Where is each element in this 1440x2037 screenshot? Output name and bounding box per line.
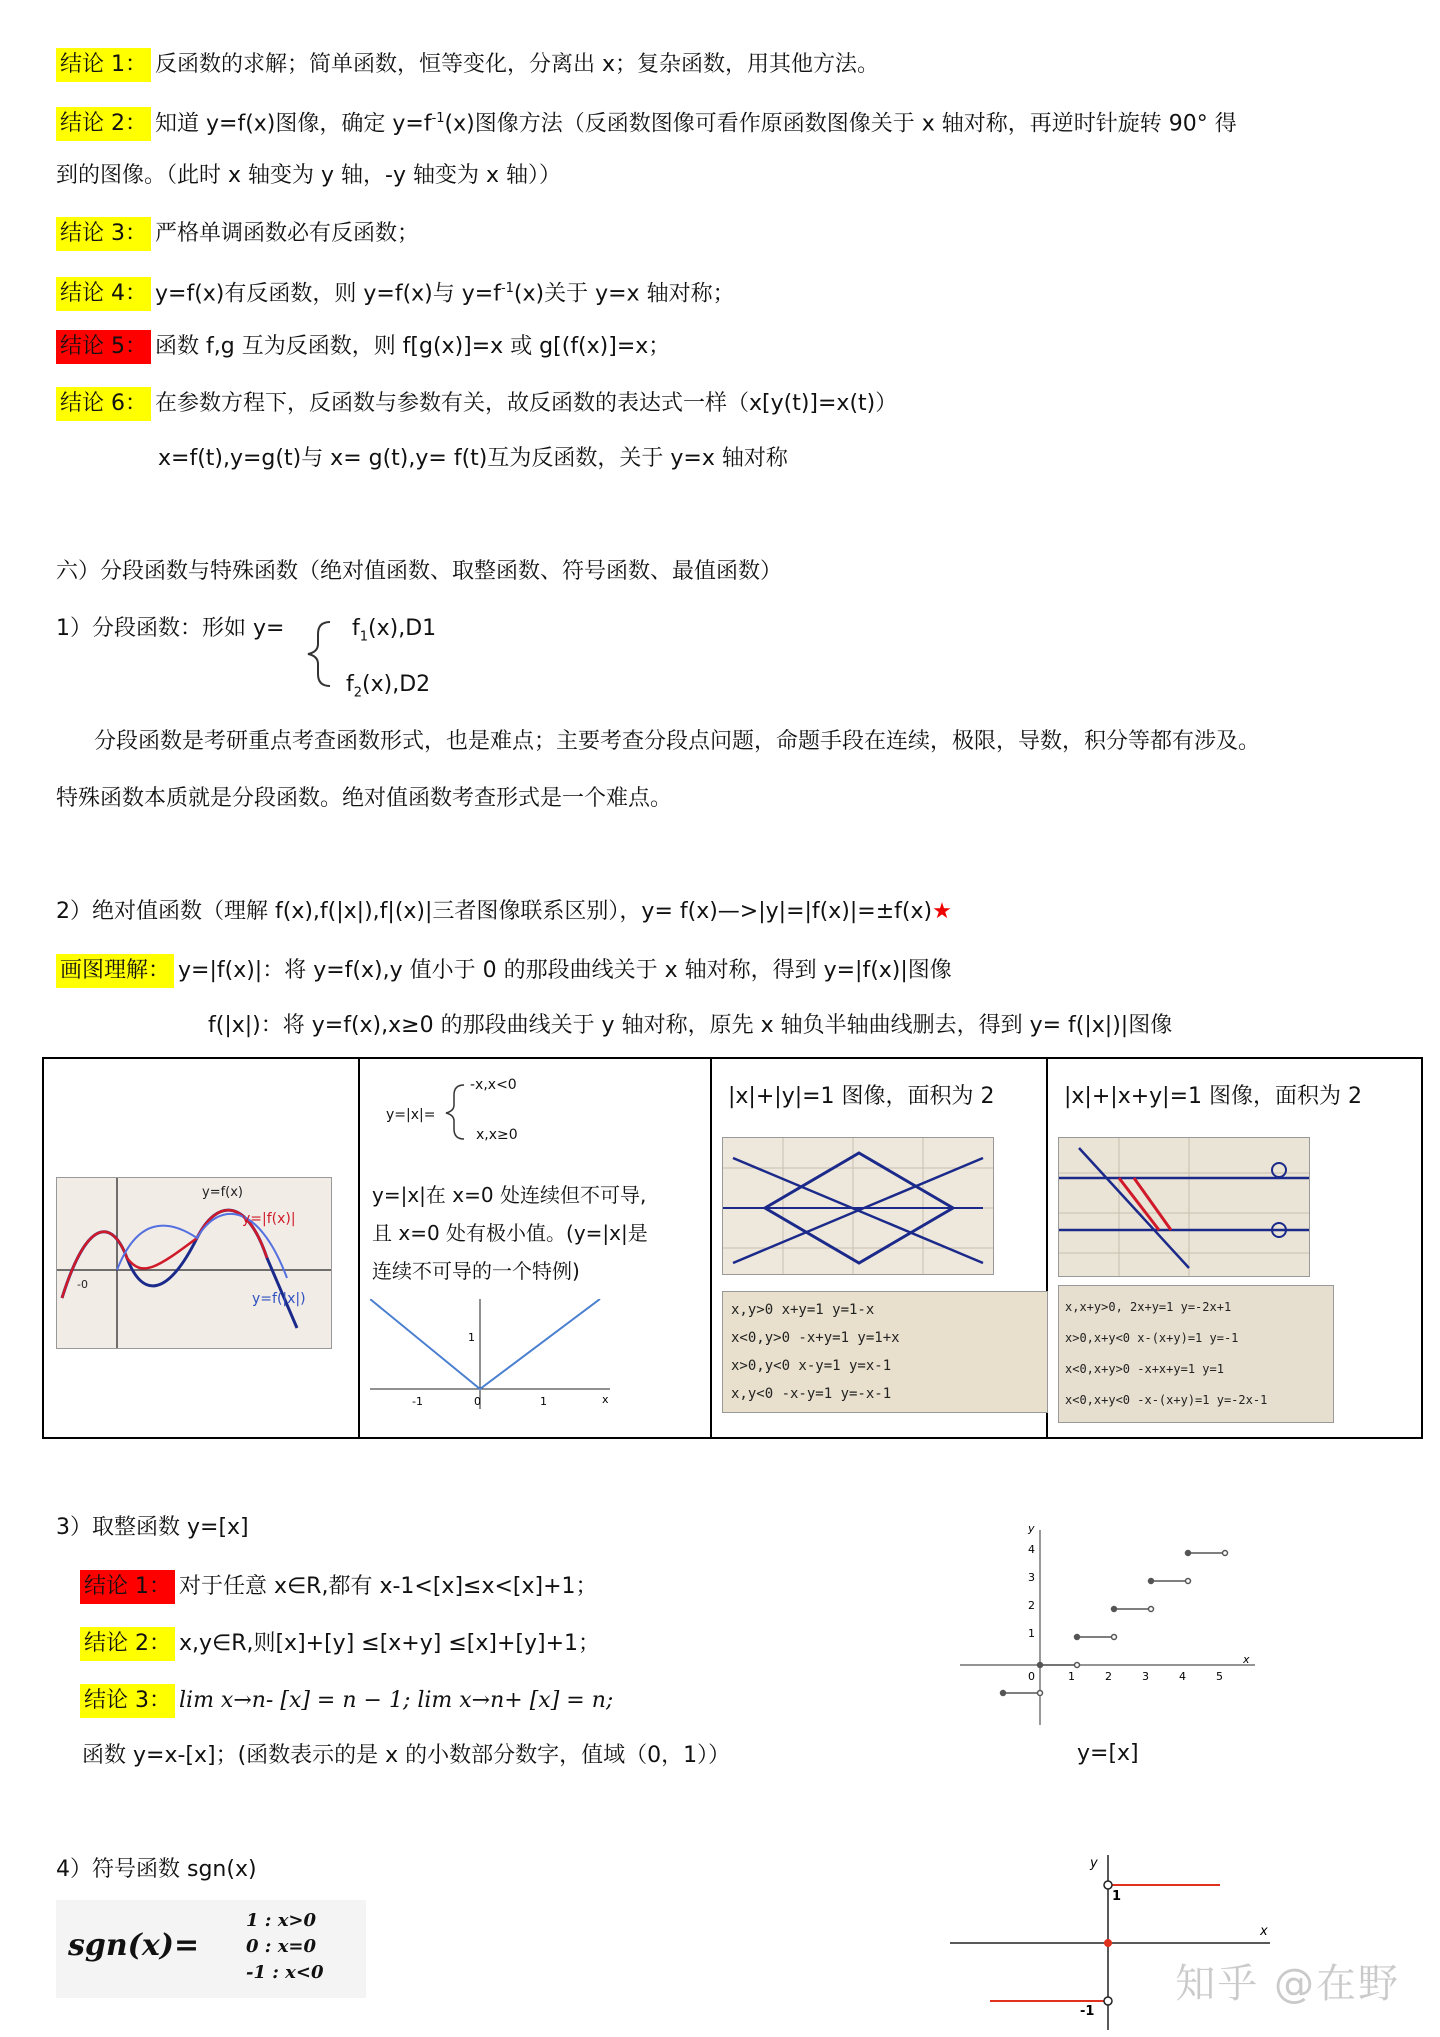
- abs-line1: 画图理解： y=|f(x)|：将 y=f(x),y 值小于 0 的那段曲线关于 x 轴对称，得到 y=|f(x)|图像: [56, 954, 1400, 988]
- conclusion-text: 严格单调函数必有反函数；: [155, 221, 420, 246]
- handdrawn-graph-photo: [722, 1137, 994, 1275]
- conclusion-text: 反函数的求解；简单函数，恒等变化，分离出 x；复杂函数，用其他方法。: [155, 52, 880, 77]
- conclusion-tag: 结论 2：: [80, 1627, 175, 1661]
- svg-text:0: 0: [1028, 1670, 1035, 1683]
- svg-text:1: 1: [1112, 1889, 1122, 1904]
- conclusion-2: [56, 104, 1400, 141]
- svg-text:-1: -1: [1080, 2004, 1095, 2019]
- floor-step-open-end: [1149, 1607, 1154, 1612]
- floor-step-closed-end: [1038, 1663, 1043, 1668]
- svg-text:x: x: [1243, 1653, 1250, 1666]
- piecewise-f2: $f_2(x),D2$: [346, 672, 431, 701]
- abs-graphs-table: [42, 1057, 1423, 1439]
- handdrawn-graph-photo: [56, 1177, 332, 1349]
- piecewise-para1: 分段函数是考研重点考查函数形式，也是难点；主要考查分段点问题，命题手段在连续，极限，导数，积分等都有涉及。: [94, 729, 1261, 754]
- brace-icon: [300, 614, 340, 694]
- label-f-absx: y=f(|x|): [252, 1291, 306, 1307]
- conclusion-tag: 结论 3：: [80, 1684, 175, 1718]
- cell-abs-x-plus-abs-xy: [1047, 1058, 1422, 1438]
- superscript: -1: [431, 111, 445, 126]
- abs-line2: f(|x|)：将 y=f(x),x≥0 的那段曲线关于 y 轴对称，原先 x 轴负半轴曲线删去，得到 y= f(|x|)|图像: [208, 1013, 1173, 1038]
- param-line: x=f(t),y=g(t)与 x= g(t),y= f(t)互为反函数，关于 y=x 轴对称: [158, 446, 788, 471]
- svg-text:y: y: [1090, 1856, 1098, 1871]
- section-heading: 六）分段函数与特殊函数（绝对值函数、取整函数、符号函数、最值函数）: [56, 559, 783, 584]
- abs-def-bottom: x,x≥0: [476, 1127, 518, 1143]
- floor-conclusion-3: 结论 3： lim x→n- [x] = n − 1; lim x→n+ [x] = n;: [80, 1684, 1400, 1718]
- floor-step-open-end: [1186, 1579, 1191, 1584]
- star-icon: ★: [932, 899, 952, 924]
- conclusion-text: 知道 y=f(x)图像，确定 y=f: [155, 111, 432, 137]
- svg-text:1: 1: [540, 1395, 547, 1408]
- conclusion-4: [56, 274, 1400, 311]
- abs-desc-line: 且 x=0 处有极小值。(y=|x|是: [372, 1221, 648, 1245]
- conclusion-text: 函数 f,g 互为反函数，则 f[g(x)]=x 或 g[(f(x)]=x；: [155, 334, 671, 359]
- cell-abs-x-plus-abs-y: [711, 1058, 1047, 1438]
- floor-step-closed-end: [1112, 1607, 1117, 1612]
- svg-text:x: x: [1260, 1924, 1268, 1939]
- svg-text:0: 0: [474, 1395, 481, 1408]
- svg-text:3: 3: [1028, 1571, 1035, 1584]
- conclusion-text: 在参数方程下，反函数与参数有关，故反函数的表达式一样（x[y(t)]=x(t)）: [155, 391, 898, 416]
- drawing-tag: 画图理解：: [56, 954, 174, 988]
- floor-step-closed-end: [1001, 1691, 1006, 1696]
- abs-def-left: y=|x|=: [386, 1107, 436, 1123]
- abs-x-graph: [370, 1299, 620, 1419]
- watermark: 知乎 @在野: [1175, 1961, 1400, 2007]
- label-neg-zero: -0: [77, 1278, 88, 1291]
- svg-text:1: 1: [468, 1331, 475, 1344]
- svg-text:5: 5: [1216, 1670, 1223, 1683]
- conclusion-tag: 结论 3：: [56, 217, 151, 251]
- conclusion-tag: 结论 5：: [56, 330, 151, 364]
- abs-heading: 2）绝对值函数（理解 f(x),f(|x|),f|(x)|三者图像联系区别），y= f(x)—>|y|=|f(x)|=±f(x)★: [56, 899, 952, 924]
- cell4-title: |x|+|x+y|=1 图像，面积为 2: [1064, 1084, 1362, 1109]
- label-fx: y=f(x): [202, 1185, 243, 1200]
- conclusion-tag: 结论 4：: [56, 277, 151, 311]
- floor-step-open-end: [1038, 1691, 1043, 1696]
- svg-text:2: 2: [1028, 1599, 1035, 1612]
- handwritten-notes-photo: x,y>0 x+y=1 y=1-x x<0,y>0 -x+y=1 y=1+x x>0,y<0 x-y=1 y=x-1 x,y<0 -x-y=1 y=-x-1: [722, 1291, 1048, 1413]
- cell-fx-sketch: [43, 1058, 359, 1438]
- conclusion-tag: 结论 2：: [56, 107, 151, 141]
- conclusion-text: (x)关于 y=x 轴对称；: [513, 281, 735, 307]
- brace-icon: [440, 1081, 470, 1141]
- conclusion-tag: 结论 1：: [56, 48, 151, 82]
- svg-text:y: y: [1028, 1522, 1035, 1535]
- piecewise-f1: $f_1(x),D1$: [352, 616, 437, 645]
- piecewise-label: 1）分段函数：形如 y=: [56, 616, 285, 641]
- conclusion-6: [56, 387, 1400, 421]
- svg-text:1: 1: [1028, 1627, 1035, 1640]
- svg-text:1: 1: [1068, 1670, 1075, 1683]
- floor-graph-caption: y=[x]: [1077, 1741, 1139, 1766]
- sgn-case: 0 : x=0: [246, 1936, 317, 1957]
- conclusion-3: [56, 217, 1400, 251]
- floor-heading: 3）取整函数 y=[x]: [56, 1515, 249, 1540]
- sgn-formula-image: [56, 1900, 366, 1998]
- floor-conclusion-1: 结论 1： 对于任意 x∈R,都有 x-1<[x]≤x<[x]+1；: [80, 1570, 1400, 1604]
- floor-note: 函数 y=x-[x]；(函数表示的是 x 的小数部分数字，值域（0，1））: [82, 1743, 731, 1768]
- conclusion-5: [56, 330, 1400, 364]
- conclusion-1: [56, 48, 1400, 82]
- floor-step-open-end: [1075, 1663, 1080, 1668]
- handwritten-notes-photo: x,x+y>0, 2x+y=1 y=-2x+1 x>0,x+y<0 x-(x+y)=1 y=-1 x<0,x+y>0 -x+x+y=1 y=1 x<0,x+y<0 -x-(x+y)=1 y=-2x-1: [1058, 1285, 1334, 1423]
- sgn-heading: 4）符号函数 sgn(x): [56, 1857, 257, 1882]
- svg-text:4: 4: [1028, 1543, 1035, 1556]
- floor-step-closed-end: [1149, 1579, 1154, 1584]
- abs-desc-line: 连续不可导的一个特例): [372, 1259, 580, 1283]
- cell-abs-x: [359, 1058, 711, 1438]
- floor-conclusion-2: 结论 2： x,y∈R,则[x]+[y] ≤[x+y] ≤[x]+[y]+1；: [80, 1627, 1400, 1661]
- cell3-title: |x|+|y|=1 图像，面积为 2: [728, 1084, 995, 1109]
- conclusion-text: y=f(x)有反函数，则 y=f(x)与 y=f: [155, 281, 501, 307]
- svg-text:4: 4: [1179, 1670, 1186, 1683]
- sgn-formula-left: sgn(x)=: [68, 1928, 200, 1963]
- conclusion-2-continued: 到的图像。（此时 x 轴变为 y 轴，-y 轴变为 x 轴））: [56, 163, 561, 188]
- floor-graph: [950, 1520, 1270, 1730]
- svg-text:-1: -1: [412, 1395, 423, 1408]
- piecewise-para2: 特殊函数本质就是分段函数。绝对值函数考查形式是一个难点。: [56, 786, 673, 811]
- conclusion-text: (x)图像方法（反函数图像可看作原函数图像关于 x 轴对称，再逆时针旋转 90° 得: [444, 111, 1237, 137]
- abs-desc-line: y=|x|在 x=0 处连续但不可导,: [372, 1183, 647, 1207]
- floor-step-closed-end: [1186, 1551, 1191, 1556]
- floor-step-open-end: [1223, 1551, 1228, 1556]
- floor-step-open-end: [1112, 1635, 1117, 1640]
- conclusion-tag: 结论 1：: [80, 1570, 175, 1604]
- svg-text:3: 3: [1142, 1670, 1149, 1683]
- handdrawn-graph-photo: [1058, 1137, 1310, 1277]
- abs-def-top: -x,x<0: [470, 1077, 517, 1093]
- label-abs-fx: y=|f(x)|: [242, 1211, 296, 1227]
- svg-text:x: x: [602, 1393, 609, 1406]
- svg-text:2: 2: [1105, 1670, 1112, 1683]
- conclusion-tag: 结论 6：: [56, 387, 151, 421]
- sgn-case: -1 : x<0: [246, 1962, 324, 1983]
- floor-step-closed-end: [1075, 1635, 1080, 1640]
- sgn-case: 1 : x>0: [246, 1910, 317, 1931]
- superscript: -1: [500, 281, 514, 296]
